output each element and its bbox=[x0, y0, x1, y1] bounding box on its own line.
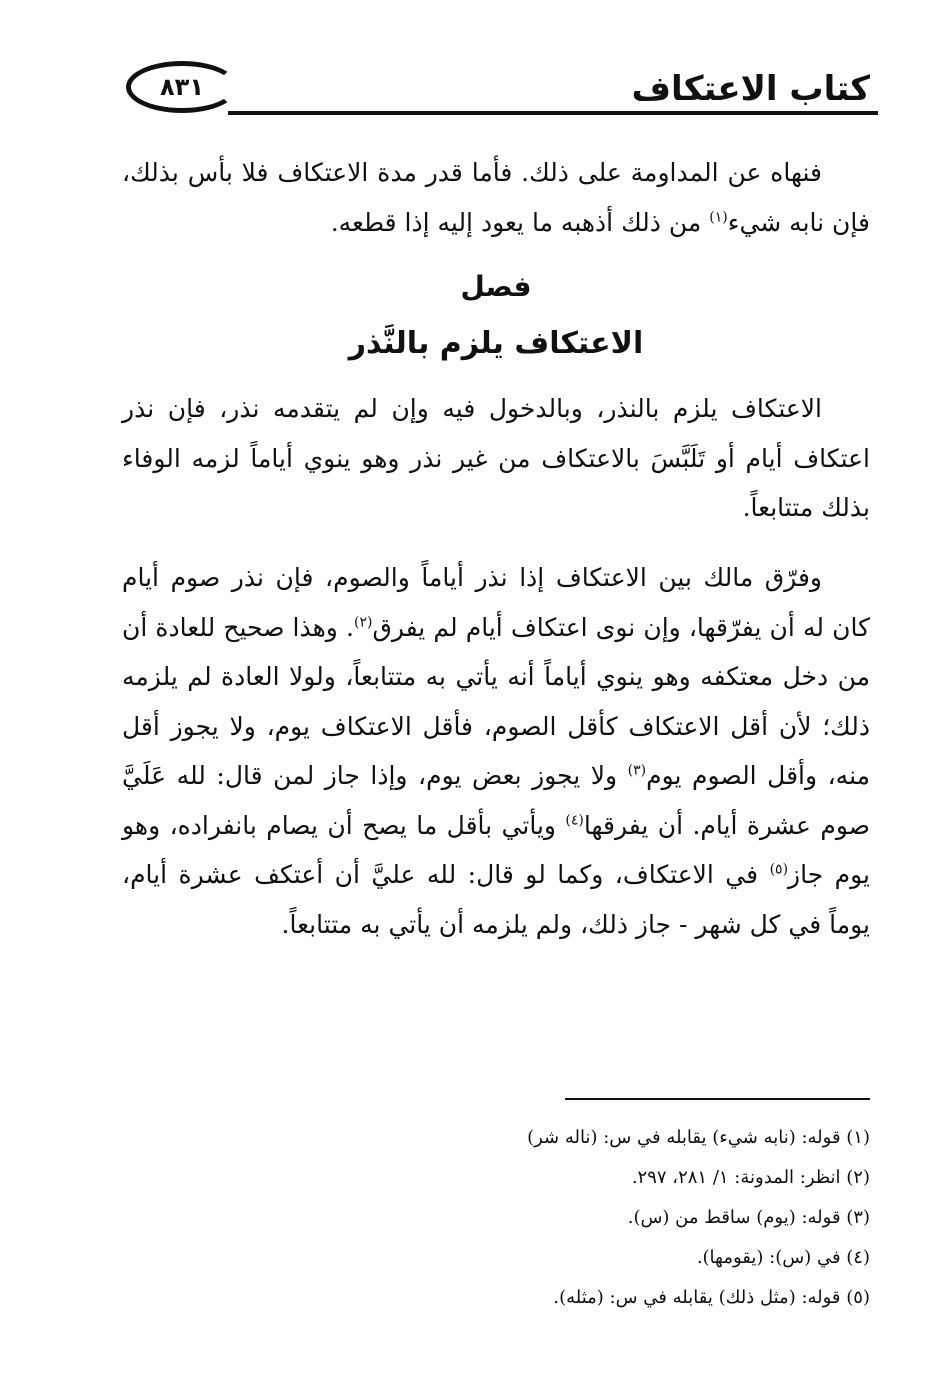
footnote-4: (٤) في (س): (يقومها). bbox=[696, 1247, 870, 1268]
page-number-oval bbox=[126, 61, 238, 113]
paragraph-3-part2: . وهذا صحيح للعادة أن من دخل معتكفه وهو ينوي أياماً أنه يأتي به متتابعاً، ولولا العادة لم يلزمه ذلك؛ لأن أقل الاعتكاف كأقل الصوم، فأقل الاعتكاف يوم، ولا يجوز أقل منه، وأقل الصوم يوم bbox=[122, 612, 871, 790]
section-label: فصل bbox=[460, 270, 532, 303]
footnote-5: (٥) قوله: (مثل ذلك) يقابله في س: (مثله). bbox=[553, 1287, 870, 1308]
paragraph-1-text: فنهاه عن المداومة على ذلك. فأما قدر مدة الاعتكاف فلا بأس بذلك، فإن نابه شيء bbox=[122, 158, 870, 237]
paragraph-3-part5: في الاعتكاف، وكما لو قال: لله عليَّ أن أعتكف عشرة أيام، يوماً في كل شهر - جاز ذلك، ولم يلزمه أن يأتي به متتابعاً. bbox=[122, 860, 870, 939]
footnote-2: (٢) انظر: المدونة: ١/ ٢٨١، ٢٩٧. bbox=[631, 1167, 870, 1188]
footnotes bbox=[400, 1118, 870, 1318]
page-header bbox=[118, 55, 878, 135]
footnote-rule bbox=[565, 1098, 870, 1100]
section-heading: الاعتكاف يلزم بالنَّذر bbox=[348, 326, 644, 361]
paragraph-2: الاعتكاف يلزم بالنذر، وبالدخول فيه وإن لم يتقدمه نذر، فإن نذر اعتكاف أيام أو تَلَبَّسَ بالاعتكاف من غير نذر وهو ينوي أياماً لزمه الوفاء بذلك متتابعاً. bbox=[122, 394, 870, 522]
paragraph-1 bbox=[122, 148, 870, 247]
footnote-3: (٣) قوله: (يوم) ساقط من (س). bbox=[627, 1207, 870, 1228]
paragraph-3-part3: ولا يجوز بعض يوم، وإذا جاز لمن قال: لله عَلَيَّ صوم عشرة أيام. أن يفرقها bbox=[122, 761, 870, 840]
footnote-ref-5: (٥) bbox=[769, 861, 789, 878]
paragraph-3-part1: وفرّق مالك بين الاعتكاف إذا نذر أياماً والصوم، فإن نذر صوم أيام كان له أن يفرّقها، وإن نوى اعتكاف أيام لم يفرق bbox=[122, 563, 871, 642]
header-rule bbox=[228, 111, 878, 115]
paragraph-1-end: من ذلك أذهبه ما يعود إليه إذا قطعه. bbox=[330, 207, 710, 237]
footnote-ref-3: (٣) bbox=[627, 762, 647, 779]
paragraph-3 bbox=[122, 553, 870, 949]
page-number: ٨٣١ bbox=[160, 73, 204, 101]
paragraph-3-part4: ويأتي بأقل ما يصح أن يصام بانفراده، وهو يوم جاز bbox=[122, 810, 870, 889]
footnote-ref-1: (١) bbox=[709, 209, 728, 226]
footnote-1: (١) قوله: (نابه شيء) يقابله في س: (ناله شر) bbox=[527, 1127, 870, 1148]
footnote-ref-2: (٢) bbox=[353, 614, 373, 631]
book-title: كتاب الاعتكاف bbox=[631, 69, 870, 109]
footnote-ref-4: (٤) bbox=[565, 812, 584, 829]
